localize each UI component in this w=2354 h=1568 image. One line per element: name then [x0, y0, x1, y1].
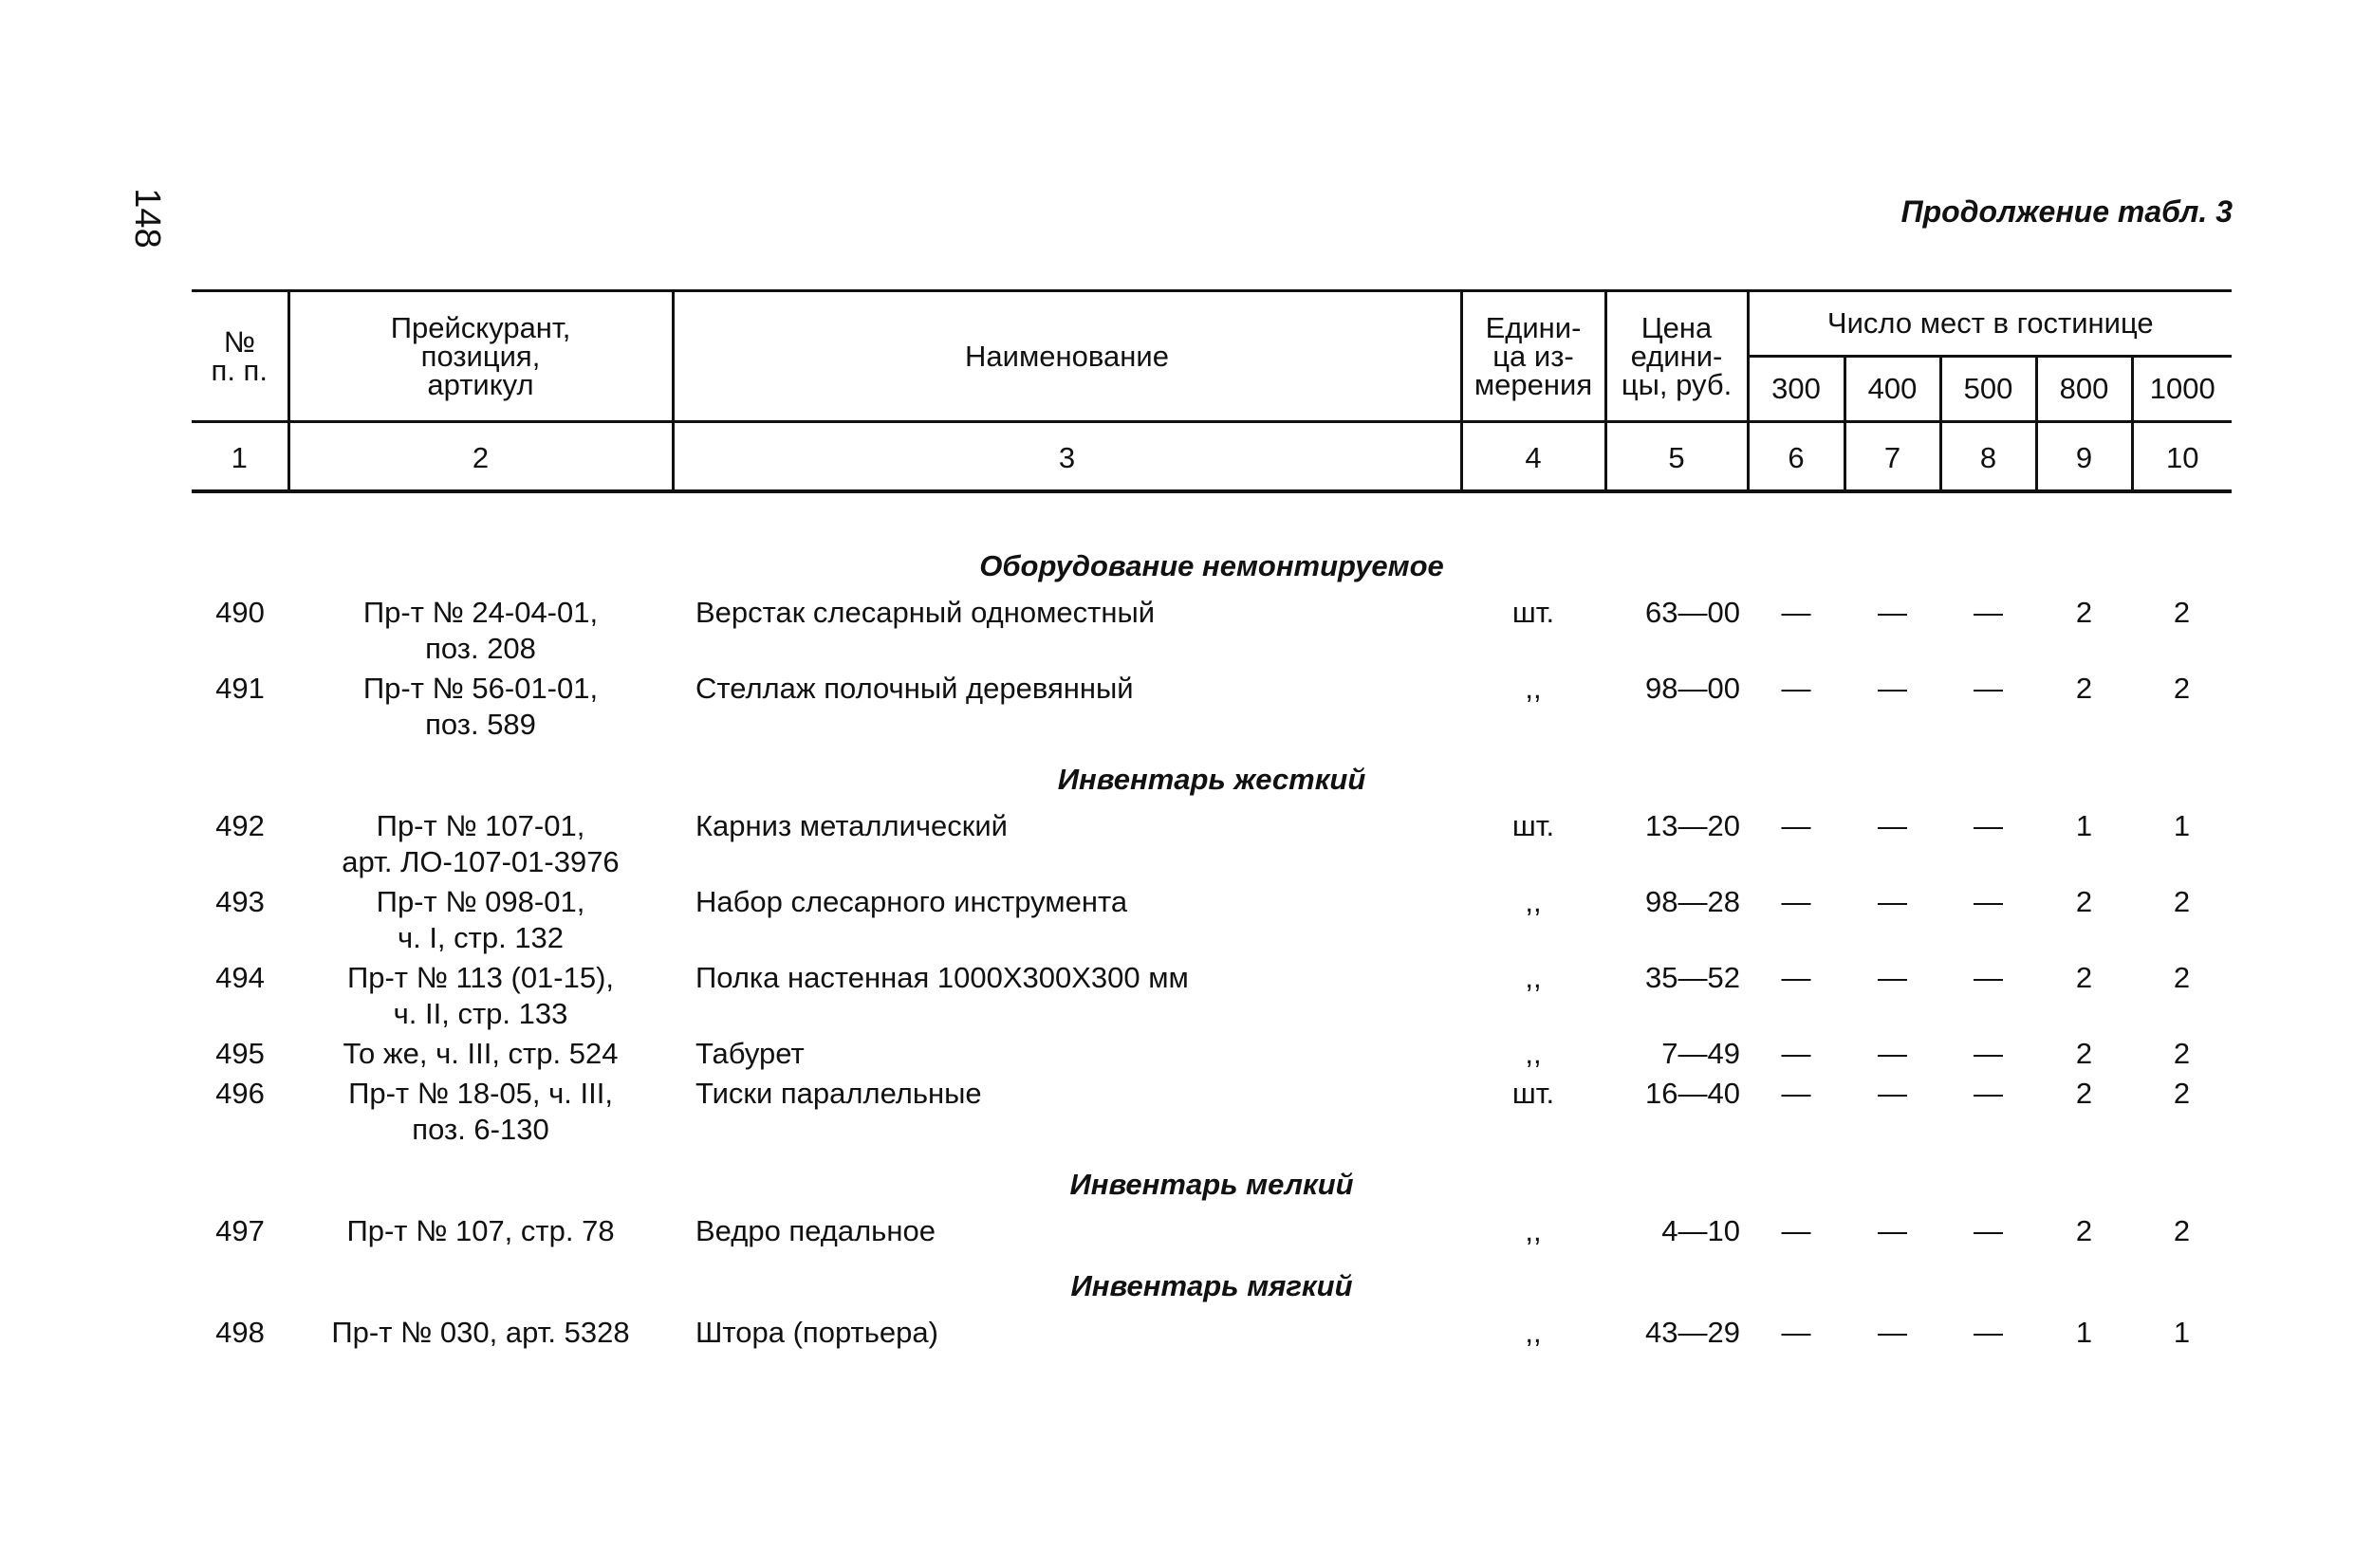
row-name: Табурет: [695, 1037, 805, 1070]
row-places-400: —: [1878, 1214, 1907, 1247]
row-price: 35—52: [1645, 961, 1740, 994]
row-price: 63—00: [1645, 596, 1740, 629]
row-places-400: —: [1878, 961, 1907, 994]
row-places-500: —: [1974, 596, 2003, 629]
row-name: Штора (портьера): [695, 1316, 938, 1349]
row-price: 98—28: [1645, 885, 1740, 918]
row-places-800: 2: [2075, 672, 2093, 705]
row-places-1000: 1: [2173, 809, 2191, 842]
column-number: 7: [1844, 422, 1940, 492]
section-row: [192, 1249, 2232, 1311]
table-row: [192, 880, 2232, 956]
row-number: 497: [215, 1214, 265, 1247]
section-row: [192, 1148, 2232, 1209]
row-unit: шт.: [1511, 596, 1555, 629]
row-price: 4—10: [1661, 1214, 1740, 1247]
table-row: [192, 1032, 2232, 1072]
header-name: Наименование: [673, 291, 1461, 422]
header-unit: Едини- ца из- мерения: [1461, 291, 1605, 422]
row-price: 16—40: [1645, 1077, 1740, 1110]
row-places-300: —: [1781, 672, 1811, 705]
row-number: 495: [215, 1037, 265, 1070]
column-number: 5: [1605, 422, 1748, 492]
row-pricelist: Пр-т № 107-01, арт. ЛО-107-01-3976: [342, 809, 620, 878]
row-places-800: 1: [2075, 809, 2093, 842]
row-places-800: 2: [2075, 1077, 2093, 1110]
row-places-800: 2: [2075, 885, 2093, 918]
row-places-500: —: [1974, 1077, 2003, 1110]
column-number: 9: [2036, 422, 2132, 492]
row-price: 13—20: [1645, 809, 1740, 842]
row-places-500: —: [1974, 672, 2003, 705]
row-name: Карниз металлический: [695, 809, 1008, 842]
section-row: [192, 743, 2232, 804]
row-name: Стеллаж полочный деревянный: [695, 672, 1134, 705]
row-name: Верстак слесарный одноместный: [695, 596, 1156, 629]
row-places-300: —: [1781, 596, 1811, 629]
table-row: [192, 591, 2232, 667]
row-unit: ,,: [1525, 885, 1542, 918]
row-places-400: —: [1878, 885, 1907, 918]
table-row: [192, 956, 2232, 1032]
row-places-1000: 2: [2173, 1077, 2191, 1110]
row-places-1000: 2: [2173, 885, 2191, 918]
row-places-1000: 2: [2173, 596, 2191, 629]
row-places-300: —: [1781, 885, 1811, 918]
row-places-300: —: [1781, 961, 1811, 994]
row-pricelist: Пр-т № 24-04-01, поз. 208: [362, 596, 599, 665]
column-number: 2: [288, 422, 673, 492]
row-name: Полка настенная 1000Х300Х300 мм: [695, 961, 1189, 994]
row-places-800: 2: [2075, 961, 2093, 994]
section-title: Инвентарь мягкий: [1070, 1269, 1353, 1302]
header-no: № п. п.: [192, 291, 288, 422]
row-places-300: —: [1781, 1037, 1811, 1070]
row-places-300: —: [1781, 1316, 1811, 1349]
section-title: Инвентарь мелкий: [1069, 1168, 1354, 1201]
row-places-500: —: [1974, 1316, 2003, 1349]
row-places-1000: 2: [2173, 672, 2191, 705]
row-name: Ведро педальное: [695, 1214, 936, 1247]
row-pricelist: Пр-т № 56-01-01, поз. 589: [362, 672, 599, 741]
row-places-500: —: [1974, 885, 2003, 918]
row-places-1000: 2: [2173, 1037, 2191, 1070]
row-unit: ,,: [1525, 1037, 1542, 1070]
header-places-500: 500: [1940, 357, 2036, 422]
row-pricelist: Пр-т № 18-05, ч. III, поз. 6-130: [348, 1077, 613, 1146]
row-number: 490: [215, 596, 265, 629]
row-places-800: 1: [2075, 1316, 2093, 1349]
column-number: 10: [2132, 422, 2232, 492]
row-places-500: —: [1974, 809, 2003, 842]
section-title: Инвентарь жесткий: [1057, 763, 1366, 796]
row-unit: шт.: [1511, 809, 1555, 842]
price-table: [192, 289, 2232, 1351]
table-row: [192, 1209, 2232, 1249]
row-price: 98—00: [1645, 672, 1740, 705]
header-places-300: 300: [1748, 357, 1844, 422]
row-places-300: —: [1781, 809, 1811, 842]
row-number: 491: [215, 672, 265, 705]
row-unit: ,,: [1525, 1316, 1542, 1349]
header-pricelist: Прейскурант, позиция, артикул: [288, 291, 673, 422]
column-number: 4: [1461, 422, 1605, 492]
row-places-300: —: [1781, 1077, 1811, 1110]
header-places-800: 800: [2036, 357, 2132, 422]
column-number: 8: [1940, 422, 2036, 492]
row-places-400: —: [1878, 596, 1907, 629]
page-number: 148: [127, 188, 167, 249]
table-header: [192, 291, 2232, 492]
row-unit: ,,: [1525, 672, 1542, 705]
row-places-400: —: [1878, 1077, 1907, 1110]
row-unit: шт.: [1511, 1077, 1555, 1110]
section-title: Оборудование немонтируемое: [979, 549, 1444, 582]
header-places-400: 400: [1844, 357, 1940, 422]
row-places-800: 2: [2075, 1037, 2093, 1070]
row-places-800: 2: [2075, 1214, 2093, 1247]
row-unit: ,,: [1525, 1214, 1542, 1247]
row-places-300: —: [1781, 1214, 1811, 1247]
continuation-title: Продолжение табл. 3: [1900, 194, 2233, 229]
header-places: Число мест в гостинице: [1748, 291, 2232, 357]
row-places-1000: 1: [2173, 1316, 2191, 1349]
row-places-400: —: [1878, 1316, 1907, 1349]
row-name: Тиски параллельные: [695, 1077, 982, 1110]
row-number: 493: [215, 885, 265, 918]
table-row: [192, 804, 2232, 880]
row-places-400: —: [1878, 672, 1907, 705]
row-places-1000: 2: [2173, 961, 2191, 994]
column-number: 6: [1748, 422, 1844, 492]
header-price: Цена едини- цы, руб.: [1605, 291, 1748, 422]
row-pricelist: Пр-т № 107, стр. 78: [346, 1214, 615, 1247]
row-number: 492: [215, 809, 265, 842]
section-row: [192, 491, 2232, 591]
row-number: 496: [215, 1077, 265, 1110]
column-number: 1: [192, 422, 288, 492]
table-row: [192, 1311, 2232, 1351]
row-places-500: —: [1974, 1037, 2003, 1070]
row-places-1000: 2: [2173, 1214, 2191, 1247]
row-name: Набор слесарного инструмента: [695, 885, 1128, 918]
row-price: 43—29: [1645, 1316, 1740, 1349]
row-price: 7—49: [1661, 1037, 1740, 1070]
row-number: 494: [215, 961, 265, 994]
row-places-500: —: [1974, 1214, 2003, 1247]
row-places-400: —: [1878, 1037, 1907, 1070]
table-row: [192, 667, 2232, 743]
row-unit: ,,: [1525, 961, 1542, 994]
row-pricelist: Пр-т № 113 (01-15), ч. II, стр. 133: [346, 961, 615, 1030]
row-number: 498: [215, 1316, 265, 1349]
header-places-1000: 1000: [2132, 357, 2232, 422]
row-places-800: 2: [2075, 596, 2093, 629]
table-body: [192, 491, 2232, 1351]
row-places-500: —: [1974, 961, 2003, 994]
row-pricelist: То же, ч. III, стр. 524: [343, 1037, 619, 1070]
row-pricelist: Пр-т № 030, арт. 5328: [331, 1316, 630, 1349]
table-row: [192, 1072, 2232, 1148]
row-pricelist: Пр-т № 098-01, ч. I, стр. 132: [376, 885, 585, 954]
column-number: 3: [673, 422, 1461, 492]
row-places-400: —: [1878, 809, 1907, 842]
